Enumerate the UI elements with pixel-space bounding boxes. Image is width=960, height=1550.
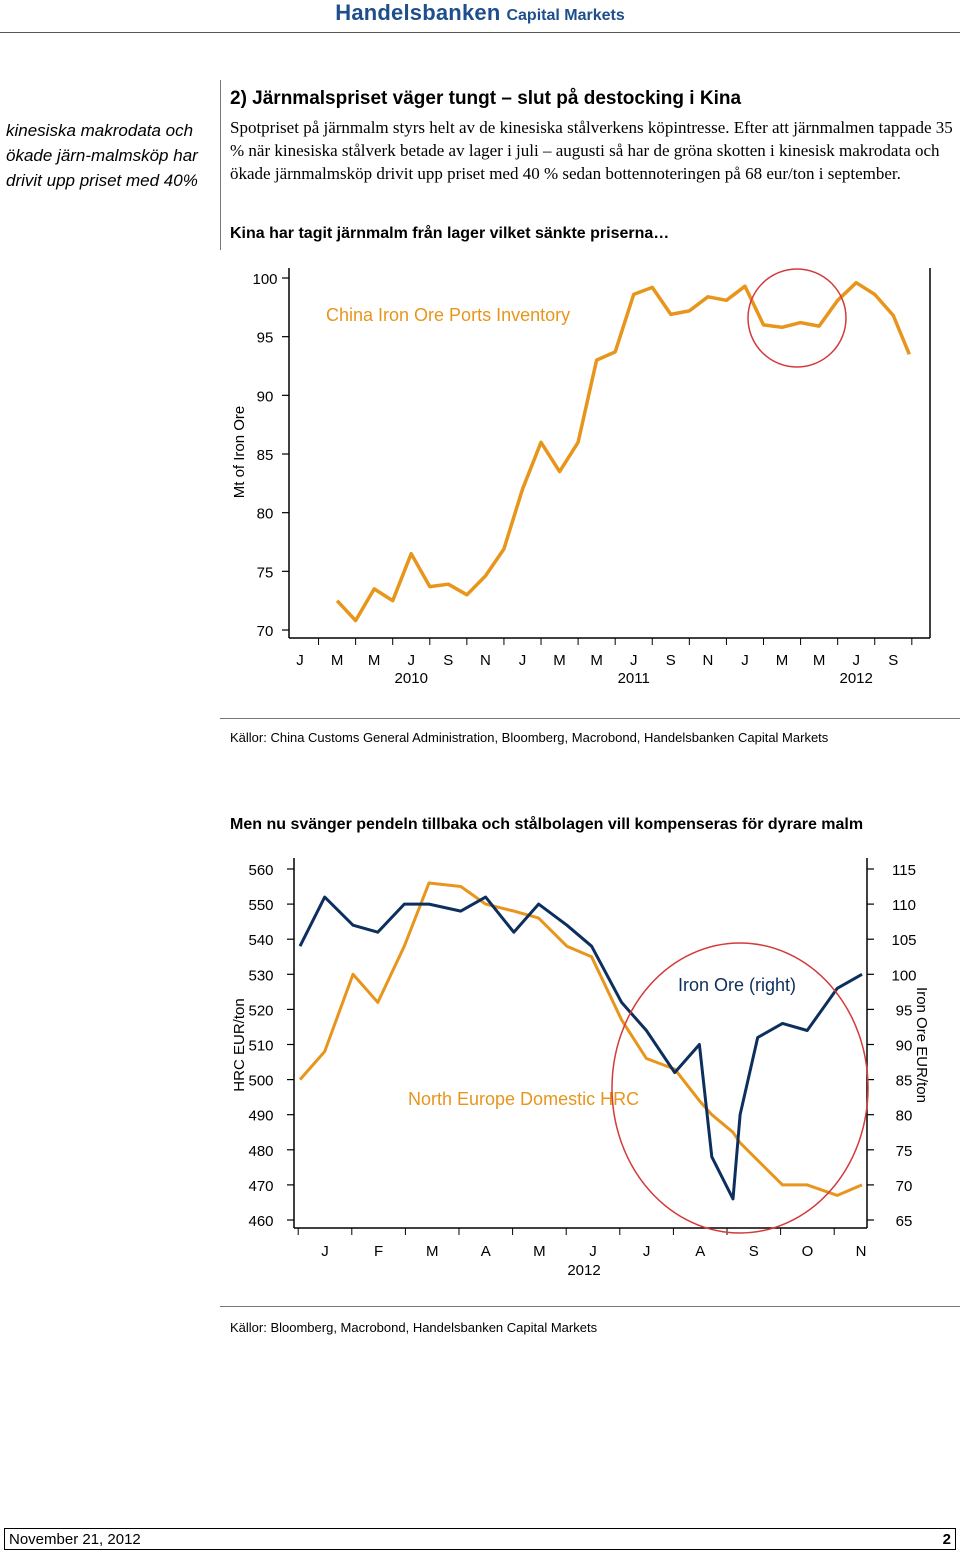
chart2-left-axis-label: HRC EUR/ton [231, 998, 248, 1092]
chart1-x-tick-label: S [888, 652, 899, 669]
chart2-right-tick-label: 75 [895, 1142, 913, 1160]
chart2-right-tick-label: 115 [892, 862, 916, 879]
chart2-right-tick-label: 70 [895, 1177, 913, 1195]
chart2-x-tick-label: F [374, 1243, 384, 1260]
chart2-heading: Men nu svänger pendeln tillbaka och stålbolagen vill kompenseras för dyrare malm [230, 816, 864, 833]
chart1-heading: Kina har tagit järnmalm från lager vilket sänkte priserna… [230, 225, 670, 242]
chart1-x-tick-label: J [407, 652, 415, 669]
brand-name: Handelsbanken [335, 0, 501, 25]
chart2-x-tick-label: M [533, 1243, 546, 1260]
chart1-y-axis-label: Mt of Iron Ore [231, 405, 248, 499]
chart1-series-annotation: China Iron Ore Ports Inventory [326, 305, 571, 325]
chart1-x-tick-label: S [443, 652, 454, 669]
chart2-right-tick-label: 95 [895, 1002, 913, 1020]
brand-subtitle: Capital Markets [506, 7, 625, 24]
chart1-x-year-label: 2012 [839, 670, 873, 687]
chart2-hrc-line [300, 883, 862, 1195]
chart1-x-year-label: 2011 [617, 670, 650, 687]
chart2-right-tick-label: 65 [895, 1213, 913, 1230]
chart2-left-tick-label: 480 [248, 1142, 274, 1160]
chart2-left-tick-label: 540 [248, 932, 274, 950]
chart2-right-tick-label: 85 [895, 1072, 913, 1090]
section-title: 2) Järnmalspriset väger tungt – slut på destocking i Kina [230, 88, 742, 109]
chart1-y-tick-label: 80 [256, 505, 274, 523]
chart1-x-tick-label: M [367, 652, 381, 669]
chart2-right-tick-label: 110 [892, 897, 916, 915]
chart1-x-tick-label: N [702, 652, 714, 669]
chart2-left-tick-label: 510 [248, 1037, 274, 1055]
chart2-iron-ore-line [300, 897, 862, 1199]
chart1-x-tick-label: N [479, 652, 491, 669]
chart1-x-tick-label: J [296, 652, 304, 669]
chart1-x-tick-label: J [852, 652, 860, 669]
chart1-x-tick-label: M [775, 652, 789, 669]
chart2-x-tick-label: M [425, 1243, 439, 1260]
chart2-x-tick-label: J [642, 1243, 651, 1260]
chart2-x-tick-label: O [801, 1243, 814, 1260]
chart2-hrc-annotation: North Europe Domestic HRC [408, 1089, 640, 1109]
chart2-source: Källor: Bloomberg, Macrobond, Handelsbanken Capital Markets [230, 1320, 598, 1335]
chart1-x-tick-label: M [330, 652, 344, 669]
chart1-highlight-circle [748, 269, 846, 367]
footer-date: November 21, 2012 [9, 1531, 141, 1548]
chart2-right-axis-label: Iron Ore EUR/ton [913, 987, 930, 1103]
chart1-x-tick-label: J [741, 652, 749, 669]
chart2-x-tick-label: A [695, 1243, 706, 1260]
chart2-right-tick-label: 105 [891, 932, 917, 950]
chart1-x-tick-label: J [629, 652, 638, 669]
chart1-y-tick-label: 90 [256, 388, 274, 406]
chart2-left-tick-label: 490 [248, 1107, 274, 1125]
chart1-x-year-label: 2010 [394, 670, 428, 687]
chart2-x-tick-label: J [589, 1243, 597, 1260]
section-body: Spotpriset på järnmalm styrs helt av de kinesiska stålverkens köpintresse. Efter att järnmalmen tappade 35 % när kinesiska stålverk betade av lager i juli – augusti så har de gröna skotten i kinesisk makrodata och ökade järnmalmsköp drivit upp priset med 40 % sedan bottennoteringen på 68 eur/ton i september. [230, 118, 953, 183]
chart1-source: Källor: China Customs General Administration, Bloomberg, Macrobond, Handelsbanken Capital Markets [230, 730, 829, 745]
chart2-x-year-label: 2012 [567, 1262, 601, 1279]
margin-note: kinesiska makrodata och ökade järn-malmsköp har drivit upp priset med 40% [6, 121, 198, 190]
chart1-x-tick-label: S [665, 652, 676, 669]
chart1-y-tick-label: 85 [256, 447, 274, 464]
chart1-x-tick-label: M [553, 652, 566, 669]
chart2-left-tick-label: 530 [248, 967, 274, 985]
chart2-x-tick-label: A [480, 1243, 491, 1260]
chart1-y-tick-label: 70 [256, 623, 274, 640]
chart1-y-tick-label: 75 [256, 564, 274, 582]
chart2-x-tick-label: S [748, 1243, 759, 1260]
chart2-left-tick-label: 460 [248, 1213, 274, 1230]
chart1-y-tick-label: 95 [256, 329, 274, 347]
chart2-left-tick-label: 550 [248, 897, 274, 915]
chart2-right-tick-label: 80 [895, 1107, 913, 1125]
chart1-inventory-line [337, 283, 909, 621]
chart2-x-tick-label: J [321, 1243, 329, 1260]
footer-page-number: 2 [942, 1531, 951, 1548]
chart2-left-tick-label: 560 [248, 862, 274, 879]
chart2-right-tick-label: 100 [891, 967, 917, 985]
chart2-left-tick-label: 520 [248, 1002, 274, 1020]
page-footer [4, 1528, 956, 1550]
chart1-x-tick-label: M [812, 652, 826, 669]
chart1-x-tick-label: M [590, 652, 603, 669]
chart2-left-tick-label: 470 [248, 1177, 274, 1195]
chart2-iron-ore-annotation: Iron Ore (right) [678, 975, 797, 995]
chart2-x-tick-label: N [855, 1243, 867, 1260]
chart2-left-tick-label: 500 [248, 1072, 274, 1090]
chart1-y-tick-label: 100 [252, 271, 278, 288]
chart1-x-tick-label: J [518, 652, 527, 669]
chart2-right-tick-label: 90 [895, 1037, 913, 1055]
